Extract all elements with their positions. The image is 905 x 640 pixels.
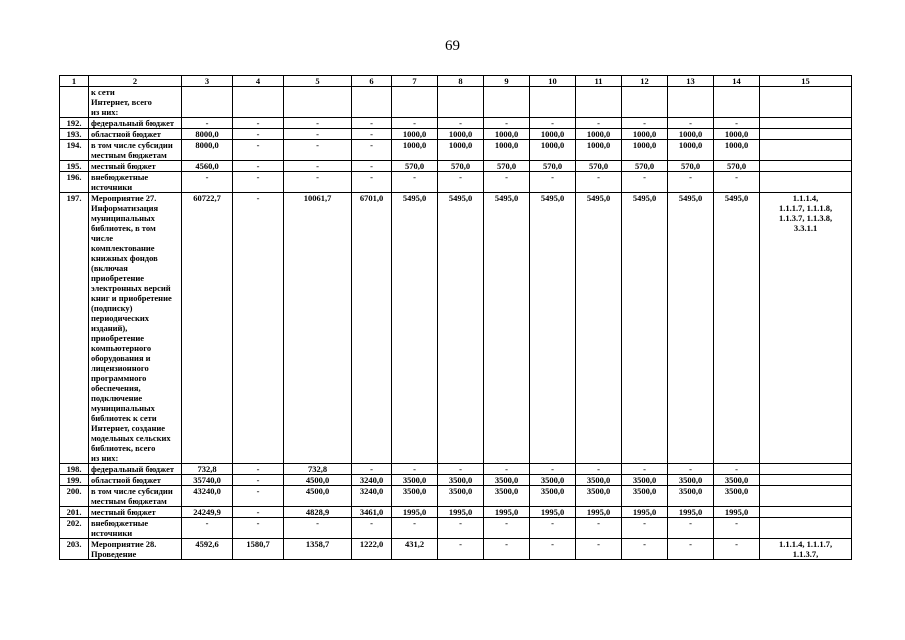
row-value: - <box>576 172 622 193</box>
row-value: - <box>182 518 233 539</box>
row-value: - <box>576 464 622 475</box>
row-value: - <box>233 161 284 172</box>
row-number: 194. <box>60 140 89 161</box>
row-value: 1995,0 <box>622 507 668 518</box>
row-value <box>622 87 668 118</box>
row-value: 1000,0 <box>392 140 438 161</box>
row-number: 196. <box>60 172 89 193</box>
row-value: 3500,0 <box>714 486 760 507</box>
row-value: - <box>392 464 438 475</box>
row-value: 3500,0 <box>484 475 530 486</box>
row-value: 1995,0 <box>438 507 484 518</box>
row-value <box>284 87 352 118</box>
row-value: - <box>668 539 714 560</box>
table-row <box>60 464 852 475</box>
row-value: - <box>284 161 352 172</box>
row-value: - <box>668 464 714 475</box>
row-value: - <box>484 539 530 560</box>
row-value: 3500,0 <box>438 475 484 486</box>
row-value: 4500,0 <box>284 486 352 507</box>
table-row <box>60 539 852 560</box>
row-value: 8000,0 <box>182 140 233 161</box>
row-value: - <box>714 518 760 539</box>
row-value: 1222,0 <box>352 539 392 560</box>
row-description: в том числе субсидии местным бюджетам <box>89 486 182 507</box>
row-value: - <box>438 464 484 475</box>
header-cell: 15 <box>760 76 852 87</box>
table-row <box>60 486 852 507</box>
row-value: 3500,0 <box>668 475 714 486</box>
row-value: - <box>668 172 714 193</box>
row-value: - <box>233 475 284 486</box>
row-value: - <box>622 518 668 539</box>
row-description: в том числе субсидии местным бюджетам <box>89 140 182 161</box>
table-row <box>60 518 852 539</box>
row-value: 570,0 <box>714 161 760 172</box>
table-row <box>60 87 852 118</box>
row-value: 3500,0 <box>714 475 760 486</box>
row-description: Мероприятие 27. Информатизация муниципальных библиотек, в том числе комплектование книжных фондов (включая приобретение электронных версий книг и приобретение (подписку) периодических изданий), приобретение компьютерного оборудования и лицензионного программного обеспечения, подключение муниципальных библиотек к сети Интернет, создание модельных сельских библиотек, всего из них: <box>89 193 182 464</box>
row-value: 431,2 <box>392 539 438 560</box>
row-value: 3240,0 <box>352 486 392 507</box>
row-value: 3500,0 <box>438 486 484 507</box>
row-value: - <box>622 118 668 129</box>
header-cell: 3 <box>182 76 233 87</box>
row-value: 1995,0 <box>668 507 714 518</box>
header-cell: 12 <box>622 76 668 87</box>
row-value <box>233 87 284 118</box>
table-row <box>60 172 852 193</box>
row-value: 5495,0 <box>622 193 668 464</box>
row-number: 200. <box>60 486 89 507</box>
header-cell: 14 <box>714 76 760 87</box>
row-value: - <box>233 172 284 193</box>
row-value: - <box>284 172 352 193</box>
row-number: 201. <box>60 507 89 518</box>
row-value: 8000,0 <box>182 129 233 140</box>
row-value: - <box>352 140 392 161</box>
row-value <box>530 87 576 118</box>
row-number: 195. <box>60 161 89 172</box>
row-value: - <box>284 129 352 140</box>
row-value: - <box>352 118 392 129</box>
header-cell: 13 <box>668 76 714 87</box>
row-value: 1995,0 <box>576 507 622 518</box>
row-value: - <box>622 172 668 193</box>
row-number: 199. <box>60 475 89 486</box>
row-value: - <box>233 129 284 140</box>
row-value <box>352 87 392 118</box>
table-row <box>60 140 852 161</box>
row-value: 3500,0 <box>530 486 576 507</box>
table-row <box>60 161 852 172</box>
row-value: - <box>233 193 284 464</box>
header-cell: 11 <box>576 76 622 87</box>
row-value: 732,8 <box>182 464 233 475</box>
table-row <box>60 118 852 129</box>
row-value: 570,0 <box>438 161 484 172</box>
row-value: 1000,0 <box>714 140 760 161</box>
row-value: - <box>622 539 668 560</box>
row-value: - <box>530 464 576 475</box>
row-number: 192. <box>60 118 89 129</box>
row-value: - <box>284 118 352 129</box>
row-value: - <box>714 539 760 560</box>
row-reference <box>760 87 852 118</box>
row-value: 4828,9 <box>284 507 352 518</box>
row-reference: 1.1.1.4, 1.1.1.7, 1.1.1.8, 1.1.3.7, 1.1.3.8, 3.3.1.1 <box>760 193 852 464</box>
row-value: - <box>576 539 622 560</box>
row-reference <box>760 475 852 486</box>
row-value <box>576 87 622 118</box>
row-value: - <box>668 518 714 539</box>
page-number: 69 <box>445 38 460 54</box>
row-value: - <box>392 118 438 129</box>
row-value: 1000,0 <box>530 129 576 140</box>
row-value: - <box>352 464 392 475</box>
row-value: - <box>576 118 622 129</box>
row-value: - <box>714 464 760 475</box>
row-value: - <box>233 518 284 539</box>
row-value: - <box>438 172 484 193</box>
row-value: - <box>438 539 484 560</box>
row-number: 198. <box>60 464 89 475</box>
row-description: внебюджетные источники <box>89 172 182 193</box>
header-cell: 10 <box>530 76 576 87</box>
row-value: 570,0 <box>576 161 622 172</box>
row-value: - <box>668 118 714 129</box>
row-description: внебюджетные источники <box>89 518 182 539</box>
row-reference <box>760 518 852 539</box>
row-value: 4500,0 <box>284 475 352 486</box>
row-value: 1000,0 <box>392 129 438 140</box>
row-reference <box>760 161 852 172</box>
row-value: - <box>284 518 352 539</box>
row-value: - <box>438 118 484 129</box>
row-value: - <box>530 172 576 193</box>
row-value: 1000,0 <box>484 140 530 161</box>
row-reference <box>760 464 852 475</box>
row-value: - <box>530 518 576 539</box>
header-cell: 2 <box>89 76 182 87</box>
row-value: 1995,0 <box>714 507 760 518</box>
row-value: 4560,0 <box>182 161 233 172</box>
header-row <box>60 76 852 87</box>
row-number: 202. <box>60 518 89 539</box>
row-reference <box>760 129 852 140</box>
row-reference <box>760 118 852 129</box>
row-value: 3500,0 <box>392 475 438 486</box>
row-value <box>484 87 530 118</box>
row-value: 1000,0 <box>530 140 576 161</box>
row-value: 1995,0 <box>530 507 576 518</box>
row-number <box>60 87 89 118</box>
row-number: 203. <box>60 539 89 560</box>
row-value: 5495,0 <box>438 193 484 464</box>
row-value <box>714 87 760 118</box>
row-value: 1995,0 <box>484 507 530 518</box>
row-value: 4592,6 <box>182 539 233 560</box>
row-value: 1000,0 <box>668 140 714 161</box>
row-value: 1000,0 <box>438 129 484 140</box>
row-value: - <box>576 518 622 539</box>
row-value: 43240,0 <box>182 486 233 507</box>
row-reference <box>760 140 852 161</box>
header-cell: 6 <box>352 76 392 87</box>
row-description: областной бюджет <box>89 129 182 140</box>
header-cell: 4 <box>233 76 284 87</box>
row-value: 35740,0 <box>182 475 233 486</box>
row-value: 5495,0 <box>530 193 576 464</box>
row-value <box>392 87 438 118</box>
row-value: - <box>284 140 352 161</box>
row-value: - <box>530 118 576 129</box>
table-row <box>60 507 852 518</box>
budget-table <box>59 75 852 560</box>
row-value <box>668 87 714 118</box>
row-value: 3500,0 <box>576 486 622 507</box>
row-value: 3500,0 <box>576 475 622 486</box>
header-cell: 7 <box>392 76 438 87</box>
row-value: 1000,0 <box>622 129 668 140</box>
row-value: 5495,0 <box>392 193 438 464</box>
row-description: местный бюджет <box>89 507 182 518</box>
row-value: - <box>484 172 530 193</box>
row-value: 1995,0 <box>392 507 438 518</box>
row-value: 570,0 <box>392 161 438 172</box>
row-reference: 1.1.1.4, 1.1.1.7, 1.1.3.7, <box>760 539 852 560</box>
row-value: 60722,7 <box>182 193 233 464</box>
table-row <box>60 129 852 140</box>
row-value: - <box>392 172 438 193</box>
row-description: Мероприятие 28. Проведение <box>89 539 182 560</box>
row-value: 1000,0 <box>668 129 714 140</box>
row-value: - <box>530 539 576 560</box>
row-value: 732,8 <box>284 464 352 475</box>
row-value: - <box>714 172 760 193</box>
row-value: 24249,9 <box>182 507 233 518</box>
row-value: 570,0 <box>530 161 576 172</box>
row-value: 3461,0 <box>352 507 392 518</box>
row-value: 1000,0 <box>438 140 484 161</box>
row-value: 3500,0 <box>668 486 714 507</box>
row-value: - <box>484 118 530 129</box>
row-reference <box>760 172 852 193</box>
header-cell: 5 <box>284 76 352 87</box>
row-value: 570,0 <box>622 161 668 172</box>
row-description: федеральный бюджет <box>89 464 182 475</box>
row-reference <box>760 486 852 507</box>
row-value: 570,0 <box>484 161 530 172</box>
row-value: 5495,0 <box>484 193 530 464</box>
row-value: 3500,0 <box>622 475 668 486</box>
row-value: - <box>622 464 668 475</box>
row-value: - <box>233 507 284 518</box>
header-cell: 8 <box>438 76 484 87</box>
row-value: - <box>352 172 392 193</box>
row-value: 6701,0 <box>352 193 392 464</box>
row-value: - <box>182 172 233 193</box>
row-value: 570,0 <box>668 161 714 172</box>
row-value: 1000,0 <box>484 129 530 140</box>
row-value <box>182 87 233 118</box>
table-row <box>60 193 852 464</box>
row-value: 5495,0 <box>576 193 622 464</box>
row-value: 1000,0 <box>576 129 622 140</box>
row-value: 5495,0 <box>668 193 714 464</box>
row-value: 3500,0 <box>622 486 668 507</box>
row-number: 197. <box>60 193 89 464</box>
row-number: 193. <box>60 129 89 140</box>
row-value <box>438 87 484 118</box>
row-value: - <box>233 486 284 507</box>
row-value: 1000,0 <box>622 140 668 161</box>
row-value: 5495,0 <box>714 193 760 464</box>
row-description: федеральный бюджет <box>89 118 182 129</box>
row-value: 3500,0 <box>530 475 576 486</box>
row-value: 1580,7 <box>233 539 284 560</box>
row-value: 10061,7 <box>284 193 352 464</box>
row-value: - <box>714 118 760 129</box>
row-value: - <box>182 118 233 129</box>
row-description: областной бюджет <box>89 475 182 486</box>
row-reference <box>760 507 852 518</box>
table-row <box>60 475 852 486</box>
row-value: 1000,0 <box>714 129 760 140</box>
row-value: - <box>484 464 530 475</box>
row-value: 3240,0 <box>352 475 392 486</box>
row-value: - <box>438 518 484 539</box>
row-description: к сети Интернет, всего из них: <box>89 87 182 118</box>
row-value: - <box>233 464 284 475</box>
header-cell: 9 <box>484 76 530 87</box>
row-value: - <box>392 518 438 539</box>
row-value: - <box>352 518 392 539</box>
row-value: 1000,0 <box>576 140 622 161</box>
header-cell: 1 <box>60 76 89 87</box>
row-value: - <box>352 161 392 172</box>
row-value: - <box>484 518 530 539</box>
row-value: 3500,0 <box>392 486 438 507</box>
row-description: местный бюджет <box>89 161 182 172</box>
row-value: - <box>352 129 392 140</box>
row-value: 3500,0 <box>484 486 530 507</box>
row-value: 1358,7 <box>284 539 352 560</box>
row-value: - <box>233 118 284 129</box>
row-value: - <box>233 140 284 161</box>
